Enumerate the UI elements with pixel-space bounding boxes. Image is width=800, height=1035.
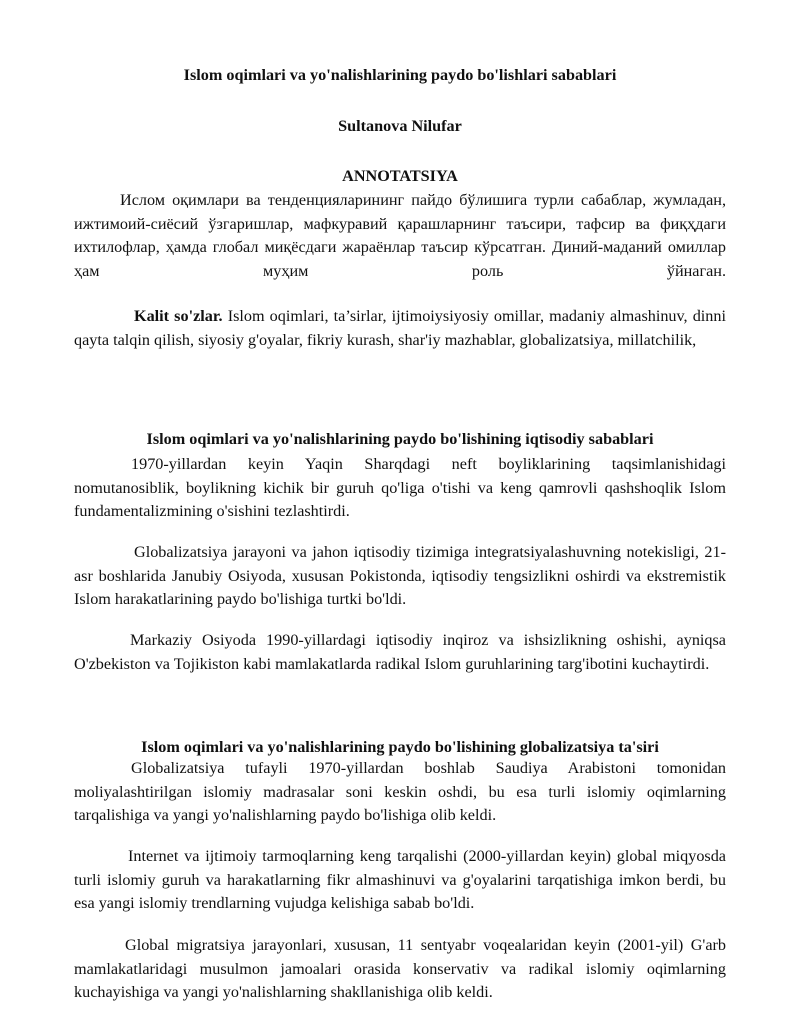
section-heading-globalization: Islom oqimlari va yo'nalishlarining paydo bo'lishining globalizatsiya ta'siri	[141, 738, 659, 756]
keywords-paragraph	[74, 305, 726, 352]
paragraph-text: 1970-yillardan keyin Yaqin Sharqdagi neft boyliklarining taqsimlanishidagi nomutanosiblik, boylikning kichik bir guruh qo'liga o'tishi va keng qamrovli qashshoqlik Islom fundamentalizmining o'sishini tezlashtirdi.	[74, 455, 726, 521]
paragraph	[74, 629, 726, 676]
paragraph	[74, 757, 726, 828]
keywords-label: Kalit so'zlar.	[134, 307, 223, 325]
annotation-text	[74, 189, 726, 283]
paragraph-text: Markaziy Osiyoda 1990-yillardagi iqtisodiy inqiroz va ishsizlikning oshishi, ayniqsa O'zbekiston va Tojikiston kabi mamlakatlarda radikal Islom guruhlarining targ'ibotini kuchaytirdi.	[74, 631, 726, 673]
paragraph-text: Globalizatsiya tufayli 1970-yillardan boshlab Saudiya Arabistoni tomonidan moliyalashtirilgan islomiy madrasalar soni keskin oshdi, bu esa turli islomiy oqimlarning tarqalishiga va yangi yo'nalishlarning paydo bo'lishiga olib keldi.	[74, 759, 726, 825]
keywords-text: Islom oqimlari, ta’sirlar, ijtimoiysiyosiy omillar, madaniy almashinuv, dinni qayta talqin qilish, siyosiy g'oyalar, fikriy kurash, shar'iy mazhablar, globalizatsiya, millatchilik,	[74, 307, 726, 349]
paragraph	[74, 541, 726, 612]
paper-title: Islom oqimlari va yo'nalishlarining paydo bo'lishlari sabablari	[183, 66, 617, 84]
paragraph-text: Internet va ijtimoiy tarmoqlarning keng tarqalishi (2000-yillardan keyin) global miqyosda turli islomiy guruh va harakatlarning fikr almashinuvi va g'oyalarini tarqatishiga imkon berdi, bu esa yangi islomiy trendlarning vujudga kelishiga sabab bo'ldi.	[74, 847, 726, 913]
annotation-heading: ANNOTATSIYA	[342, 167, 458, 185]
paragraph	[74, 845, 726, 916]
author-name: Sultanova Nilufar	[338, 117, 462, 135]
paragraph-text: Globalizatsiya jarayoni va jahon iqtisodiy tizimiga integratsiyalashuvning notekisligi, 21-asr boshlarida Janubiy Osiyoda, xususan Pokistonda, iqtisodiy tengsizlikni oshirdi va ekstremistik Islom harakatlarining paydo bo'lishiga turtki bo'ldi.	[74, 543, 726, 609]
section-heading-economic: Islom oqimlari va yo'nalishlarining paydo bo'lishining iqtisodiy sabablari	[146, 430, 654, 448]
paragraph-text: Global migratsiya jarayonlari, xususan, 11 sentyabr voqealaridan keyin (2001-yil) G'arb mamlakatlaridagi musulmon jamoalari orasida konservativ va radikal islomiy oqimlarning kuchayishiga va yangi yo'nalishlarning shakllanishiga olib keldi.	[74, 936, 726, 1002]
paragraph	[74, 934, 726, 1005]
paragraph	[74, 453, 726, 524]
annotation-body: Ислом оқимлари ва тенденцияларининг пайдо бўлишига турли сабаблар, жумладан, ижтимоий-сиёсий ўзгаришлар, мафкуравий қарашларнинг таъсири, тафсир ва фиқҳдаги ихтилофлар, ҳамда глобал миқёсдаги жараёнлар таъсир кўрсатган. Диний-маданий омиллар ҳам муҳим роль ўйнаган.	[74, 191, 726, 280]
